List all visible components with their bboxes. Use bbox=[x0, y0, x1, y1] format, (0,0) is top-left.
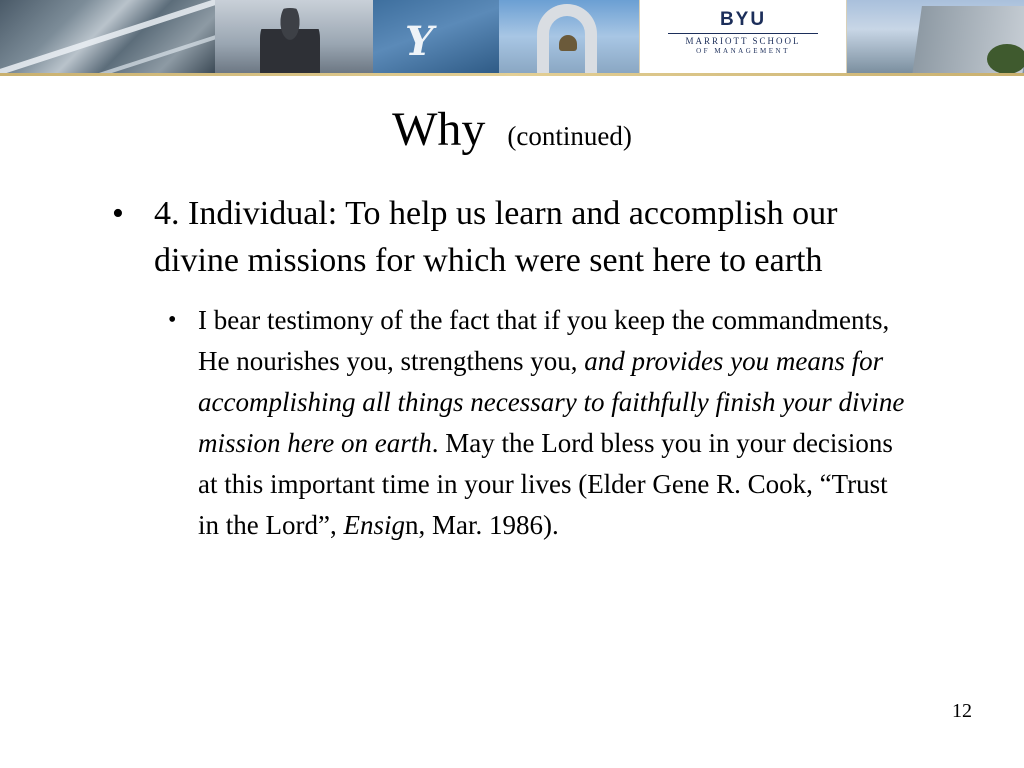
banner-divider bbox=[0, 73, 1024, 76]
banner-photo-y-mountain bbox=[373, 0, 499, 73]
slide-body bbox=[112, 190, 912, 546]
byu-marriott-logo bbox=[639, 0, 847, 73]
page-number: 12 bbox=[952, 700, 972, 722]
quote-text-part2: . May the Lord bless you in your decisions at this important time in your lives (Elder Gene R. Cook, “Trust in the Lord”, bbox=[198, 428, 893, 540]
bullet-icon: • bbox=[112, 195, 124, 232]
slide-title-suffix: (continued) bbox=[507, 121, 632, 151]
logo-management-text: OF MANAGEMENT bbox=[696, 47, 790, 55]
bullet-level-1 bbox=[112, 190, 912, 284]
y-logo-icon: Y bbox=[405, 18, 430, 65]
bullet-level-2 bbox=[168, 300, 908, 546]
logo-school-text: MARRIOTT SCHOOL bbox=[685, 36, 801, 46]
logo-byu-text: BYU bbox=[719, 9, 767, 30]
bullet-1-text: 4. Individual: To help us learn and accomplish our divine missions for which were sent here to earth bbox=[154, 195, 838, 279]
quote-text-italic: and provides you means for accomplishing all things necessary to faithfully finish your divine mission here on earth bbox=[198, 346, 905, 458]
banner-photo-bell-tower bbox=[499, 0, 639, 73]
sub-bullet-icon: • bbox=[168, 307, 177, 333]
banner-photo-building bbox=[847, 0, 1024, 73]
bell-icon bbox=[559, 35, 577, 51]
slide-title-main: Why bbox=[392, 103, 486, 156]
quote-source-italic: Ensig bbox=[343, 510, 405, 540]
quote-text-part3: n, Mar. 1986). bbox=[404, 510, 559, 540]
quote-text-part1: I bear testimony of the fact that if you keep the commandments, He nourishes you, strengthens you, bbox=[198, 305, 890, 376]
banner-photo-architecture bbox=[0, 0, 215, 73]
banner-photo-statue bbox=[215, 0, 373, 73]
header-banner bbox=[0, 0, 1024, 73]
slide-title bbox=[0, 102, 1024, 157]
